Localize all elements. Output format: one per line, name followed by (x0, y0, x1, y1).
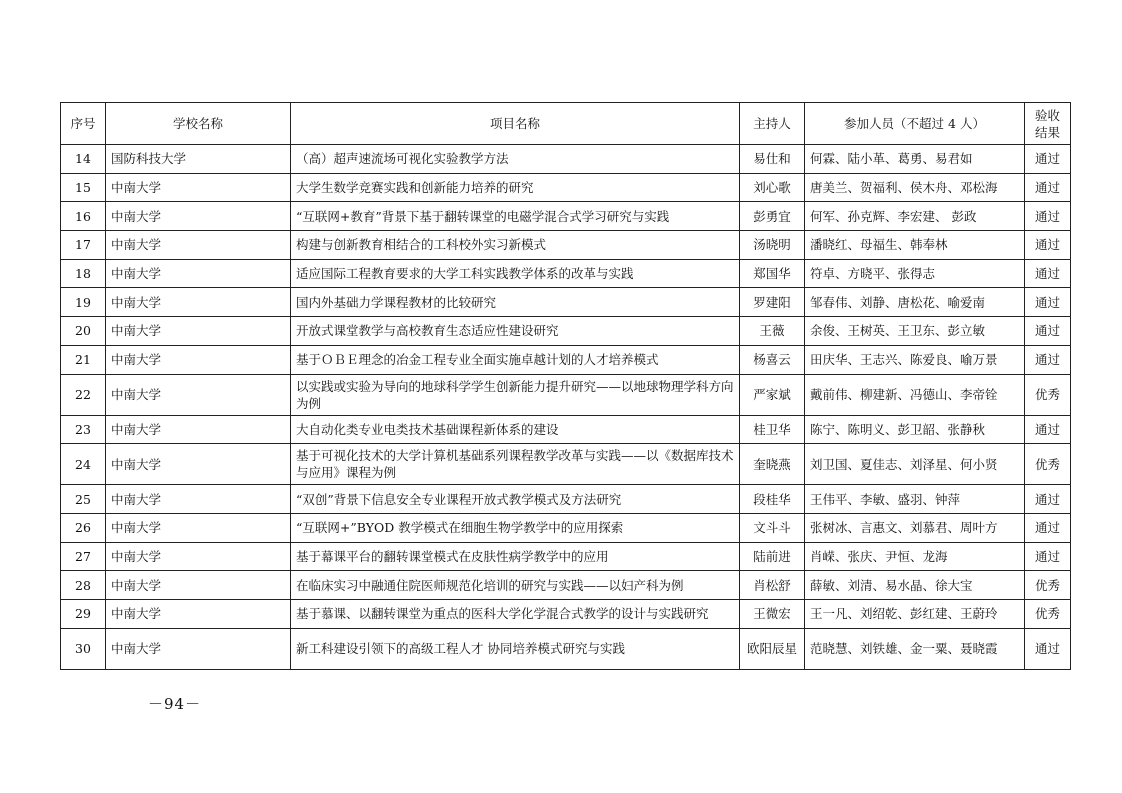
cell-result: 通过 (1025, 485, 1071, 514)
cell-host: 段桂华 (740, 485, 805, 514)
cell-no: 24 (61, 444, 106, 485)
cell-no: 18 (61, 259, 106, 288)
cell-result: 通过 (1025, 259, 1071, 288)
cell-project: 基于慕课、以翻转课堂为重点的医科大学化学混合式教学的设计与实践研究 (291, 599, 740, 628)
cell-host: 郑国华 (740, 259, 805, 288)
table-row (61, 599, 1071, 628)
table-row (61, 259, 1071, 288)
page-number: －94－ (148, 695, 202, 713)
cell-project: “互联网+教育”背景下基于翻转课堂的电磁学混合式学习研究与实践 (291, 202, 740, 231)
cell-no: 29 (61, 599, 106, 628)
cell-members: 唐美兰、贺福利、侯木舟、邓松海 (805, 173, 1025, 202)
header-result (1025, 103, 1071, 145)
cell-host: 彭勇宜 (740, 202, 805, 231)
cell-project: 基于幕课平台的翻转课堂模式在皮肤性病学教学中的应用 (291, 542, 740, 571)
cell-no: 17 (61, 231, 106, 260)
cell-no: 22 (61, 374, 106, 415)
cell-project: （高）超声速流场可视化实验教学方法 (291, 145, 740, 174)
cell-project: 适应国际工程教育要求的大学工科实践教学体系的改革与实践 (291, 259, 740, 288)
cell-host: 王微宏 (740, 599, 805, 628)
cell-project: 开放式课堂教学与高校教育生态适应性建设研究 (291, 317, 740, 346)
cell-host: 欧阳辰星 (740, 628, 805, 669)
cell-result: 通过 (1025, 145, 1071, 174)
cell-result: 优秀 (1025, 599, 1071, 628)
header-project: 项目名称 (291, 103, 740, 145)
cell-school: 中南大学 (106, 571, 291, 600)
cell-host: 严家斌 (740, 374, 805, 415)
header-result-line2: 结果 (1034, 124, 1060, 140)
cell-no: 30 (61, 628, 106, 669)
cell-host: 奎晓燕 (740, 444, 805, 485)
cell-school: 中南大学 (106, 599, 291, 628)
cell-host: 肖松舒 (740, 571, 805, 600)
cell-school: 中南大学 (106, 259, 291, 288)
cell-members: 戴前伟、柳建新、冯德山、李帝铨 (805, 374, 1025, 415)
table-row (61, 145, 1071, 174)
header-result-line1: 验收 (1034, 107, 1060, 123)
cell-school: 中南大学 (106, 288, 291, 317)
cell-result: 优秀 (1025, 374, 1071, 415)
cell-project: 以实践或实验为导向的地球科学学生创新能力提升研究——以地球物理学科方向为例 (291, 374, 740, 415)
cell-school: 中南大学 (106, 444, 291, 485)
cell-result: 优秀 (1025, 444, 1071, 485)
cell-host: 桂卫华 (740, 415, 805, 444)
cell-project: 国内外基础力学课程教材的比较研究 (291, 288, 740, 317)
table-row (61, 317, 1071, 346)
cell-school: 中南大学 (106, 542, 291, 571)
header-no: 序号 (61, 103, 106, 145)
cell-result: 通过 (1025, 345, 1071, 374)
cell-school: 中南大学 (106, 374, 291, 415)
cell-members: 王一凡、刘绍乾、彭红建、王蔚玲 (805, 599, 1025, 628)
cell-school: 中南大学 (106, 628, 291, 669)
header-school: 学校名称 (106, 103, 291, 145)
cell-result: 通过 (1025, 415, 1071, 444)
cell-no: 19 (61, 288, 106, 317)
table-body (61, 145, 1071, 670)
cell-host: 陆前进 (740, 542, 805, 571)
cell-result: 通过 (1025, 317, 1071, 346)
cell-members: 陈宁、陈明义、彭卫韶、张静秋 (805, 415, 1025, 444)
cell-school: 中南大学 (106, 345, 291, 374)
cell-school: 中南大学 (106, 231, 291, 260)
cell-host: 罗建阳 (740, 288, 805, 317)
cell-school: 中南大学 (106, 485, 291, 514)
cell-project: “双创”背景下信息安全专业课程开放式教学模式及方法研究 (291, 485, 740, 514)
table-row (61, 513, 1071, 542)
table-row (61, 231, 1071, 260)
cell-result: 通过 (1025, 542, 1071, 571)
cell-result: 通过 (1025, 173, 1071, 202)
cell-project: “互联网+”BYOD 教学模式在细胞生物学教学中的应用探索 (291, 513, 740, 542)
cell-members: 潘晓红、母福生、韩奉林 (805, 231, 1025, 260)
cell-result: 通过 (1025, 628, 1071, 669)
table-row (61, 173, 1071, 202)
cell-project: 大自动化类专业电类技术基础课程新体系的建设 (291, 415, 740, 444)
cell-host: 杨喜云 (740, 345, 805, 374)
cell-school: 中南大学 (106, 173, 291, 202)
table-header-row (61, 103, 1071, 145)
cell-no: 21 (61, 345, 106, 374)
cell-project: 在临床实习中融通住院医师规范化培训的研究与实践——以妇产科为例 (291, 571, 740, 600)
table-row (61, 288, 1071, 317)
cell-members: 邹春伟、刘静、唐松花、喻爱南 (805, 288, 1025, 317)
cell-host: 刘心歌 (740, 173, 805, 202)
cell-no: 20 (61, 317, 106, 346)
cell-no: 23 (61, 415, 106, 444)
cell-members: 田庆华、王志兴、陈爱良、喻万景 (805, 345, 1025, 374)
cell-project: 构建与创新教育相结合的工科校外实习新模式 (291, 231, 740, 260)
table-row (61, 571, 1071, 600)
cell-host: 易仕和 (740, 145, 805, 174)
table-row (61, 542, 1071, 571)
cell-host: 汤晓明 (740, 231, 805, 260)
cell-no: 15 (61, 173, 106, 202)
cell-members: 何霖、陆小革、葛勇、易君如 (805, 145, 1025, 174)
cell-school: 中南大学 (106, 202, 291, 231)
cell-members: 余俊、王树英、王卫东、彭立敏 (805, 317, 1025, 346)
cell-members: 何军、孙克辉、李宏建、 彭政 (805, 202, 1025, 231)
cell-no: 27 (61, 542, 106, 571)
cell-project: 大学生数学竞赛实践和创新能力培养的研究 (291, 173, 740, 202)
cell-members: 薛敏、刘清、易水晶、徐大宝 (805, 571, 1025, 600)
cell-members: 符卓、方晓平、张得志 (805, 259, 1025, 288)
cell-school: 中南大学 (106, 513, 291, 542)
cell-members: 王伟平、李敏、盛羽、钟萍 (805, 485, 1025, 514)
cell-school: 中南大学 (106, 317, 291, 346)
cell-result: 通过 (1025, 231, 1071, 260)
table-row (61, 374, 1071, 415)
cell-no: 28 (61, 571, 106, 600)
cell-project: 基于ＯＢＥ理念的冶金工程专业全面实施卓越计划的人才培养模式 (291, 345, 740, 374)
header-host: 主持人 (740, 103, 805, 145)
cell-result: 通过 (1025, 513, 1071, 542)
cell-host: 文斗斗 (740, 513, 805, 542)
cell-members: 范晓慧、刘铁雄、金一粟、聂晓霞 (805, 628, 1025, 669)
cell-school: 国防科技大学 (106, 145, 291, 174)
cell-no: 26 (61, 513, 106, 542)
cell-no: 16 (61, 202, 106, 231)
cell-members: 张树冰、言惠文、刘慕君、周叶方 (805, 513, 1025, 542)
table-row (61, 485, 1071, 514)
table-row (61, 628, 1071, 669)
cell-school: 中南大学 (106, 415, 291, 444)
cell-result: 优秀 (1025, 571, 1071, 600)
cell-no: 25 (61, 485, 106, 514)
cell-members: 肖嵘、张庆、尹恒、龙海 (805, 542, 1025, 571)
acceptance-results-table (60, 102, 1071, 670)
cell-host: 王薇 (740, 317, 805, 346)
cell-result: 通过 (1025, 288, 1071, 317)
header-members: 参加人员（不超过 4 人） (805, 103, 1025, 145)
cell-project: 新工科建设引领下的高级工程人才 协同培养模式研究与实践 (291, 628, 740, 669)
cell-result: 通过 (1025, 202, 1071, 231)
table-row (61, 202, 1071, 231)
cell-members: 刘卫国、夏佳志、刘泽星、何小贤 (805, 444, 1025, 485)
cell-no: 14 (61, 145, 106, 174)
table-row (61, 444, 1071, 485)
table-row (61, 415, 1071, 444)
cell-project: 基于可视化技术的大学计算机基础系列课程教学改革与实践——以《数据库技术与应用》课程为例 (291, 444, 740, 485)
table-row (61, 345, 1071, 374)
